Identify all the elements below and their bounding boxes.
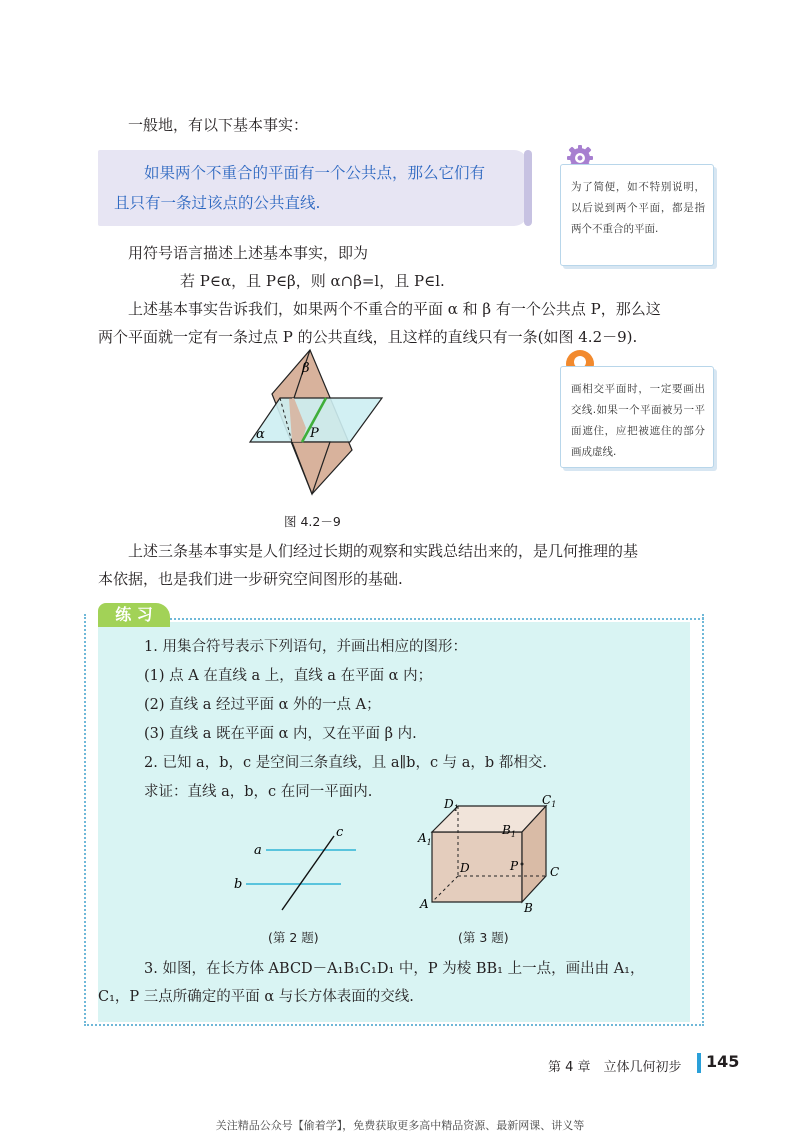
side-note-2 bbox=[560, 366, 714, 468]
label-d: D bbox=[460, 861, 470, 875]
formula: 若 P∈α，且 P∈β，则 α∩β=l，且 P∈l. bbox=[180, 272, 445, 290]
label-c: C bbox=[550, 865, 560, 879]
label-d1: $D_1$ bbox=[444, 797, 459, 813]
question-1-part-2: (2) 直线 a 经过平面 α 外的一点 A； bbox=[144, 697, 381, 713]
explain-line-1: 上述基本事实告诉我们，如果两个不重合的平面 α 和 β 有一个公共点 P，那么这 bbox=[128, 300, 661, 318]
label-a: a bbox=[254, 843, 262, 858]
fact-line-1: 如果两个不重合的平面有一个公共点，那么它们有 bbox=[144, 164, 486, 182]
label-p: P bbox=[310, 426, 319, 441]
watermark-text: 关注精品公众号【偷着学】，免费获取更多高中精品资源、最新网课、讲义等 bbox=[215, 1119, 585, 1132]
figure-question-3-caption: (第 3 题) bbox=[458, 930, 509, 945]
label-p: P bbox=[510, 859, 519, 873]
figure-question-3-cuboid bbox=[412, 794, 562, 914]
line-c bbox=[282, 836, 334, 910]
explain-line-2: 两个平面就一定有一条过点 P 的公共直线，且这样的直线只有一条(如图 4.2－9). bbox=[98, 328, 638, 346]
intro-text: 一般地，有以下基本事实： bbox=[128, 116, 309, 134]
chapter-accent-bar bbox=[697, 1053, 701, 1073]
side-note-2-text: 画相交平面时，一定要画出交线.如果一个平面被另一平面遮住，应把被遮住的部分画成虚线. bbox=[571, 383, 705, 458]
summary-line-2: 本依据，也是我们进一步研究空间图形的基础. bbox=[98, 570, 403, 588]
figure-caption: 图 4.2－9 bbox=[284, 514, 341, 529]
question-3-line-1: 3. 如图，在长方体 ABCD－A₁B₁C₁D₁ 中，P 为棱 BB₁ 上一点，画出由 A₁， bbox=[144, 961, 645, 977]
label-b: b bbox=[234, 877, 243, 892]
fact-line-2: 且只有一条过该点的公共直线. bbox=[114, 194, 321, 212]
exercise-tab: 练 习 bbox=[98, 603, 170, 627]
symbol-intro: 用符号语言描述上述基本事实，即为 bbox=[128, 244, 369, 262]
question-2-prove: 求证：直线 a，b，c 在同一平面内. bbox=[144, 784, 373, 800]
question-1-part-3: (3) 直线 a 既在平面 α 内，又在平面 β 内. bbox=[144, 726, 417, 742]
cuboid-front-face bbox=[432, 832, 522, 902]
label-b1: $B_1$ bbox=[502, 823, 516, 839]
page-number: 145 bbox=[706, 1052, 740, 1071]
label-beta: β bbox=[302, 361, 310, 376]
chapter-label: 第 4 章 立体几何初步 bbox=[548, 1060, 682, 1075]
label-c1: $C_1$ bbox=[542, 794, 557, 809]
label-a1: $A_1$ bbox=[418, 831, 432, 847]
side-note-1 bbox=[560, 164, 714, 266]
figure-question-2-caption: (第 2 题) bbox=[268, 930, 319, 945]
question-3-line-2: C₁，P 三点所确定的平面 α 与长方体表面的交线. bbox=[98, 989, 414, 1005]
figure-question-2 bbox=[226, 822, 366, 914]
question-1: 1. 用集合符号表示下列语句，并画出相应的图形： bbox=[144, 639, 467, 655]
label-b: B bbox=[524, 901, 533, 914]
point-p bbox=[521, 863, 524, 866]
question-2: 2. 已知 a，b，c 是空间三条直线，且 a∥b，c 与 a，b 都相交. bbox=[144, 755, 547, 771]
figure-intersecting-planes bbox=[240, 348, 390, 498]
summary-line-1: 上述三条基本事实是人们经过长期的观察和实践总结出来的，是几何推理的基 bbox=[128, 542, 639, 560]
exercise-top-border bbox=[170, 618, 704, 620]
label-c: c bbox=[336, 825, 344, 840]
question-1-part-1: (1) 点 A 在直线 a 上，直线 a 在平面 α 内； bbox=[144, 668, 433, 684]
side-note-1-text: 为了简便，如不特别说明，以后说到两个平面，都是指两个不重合的平面. bbox=[571, 181, 705, 235]
label-alpha: α bbox=[256, 427, 265, 442]
fact-statement bbox=[114, 158, 514, 218]
label-a: A bbox=[420, 897, 429, 911]
